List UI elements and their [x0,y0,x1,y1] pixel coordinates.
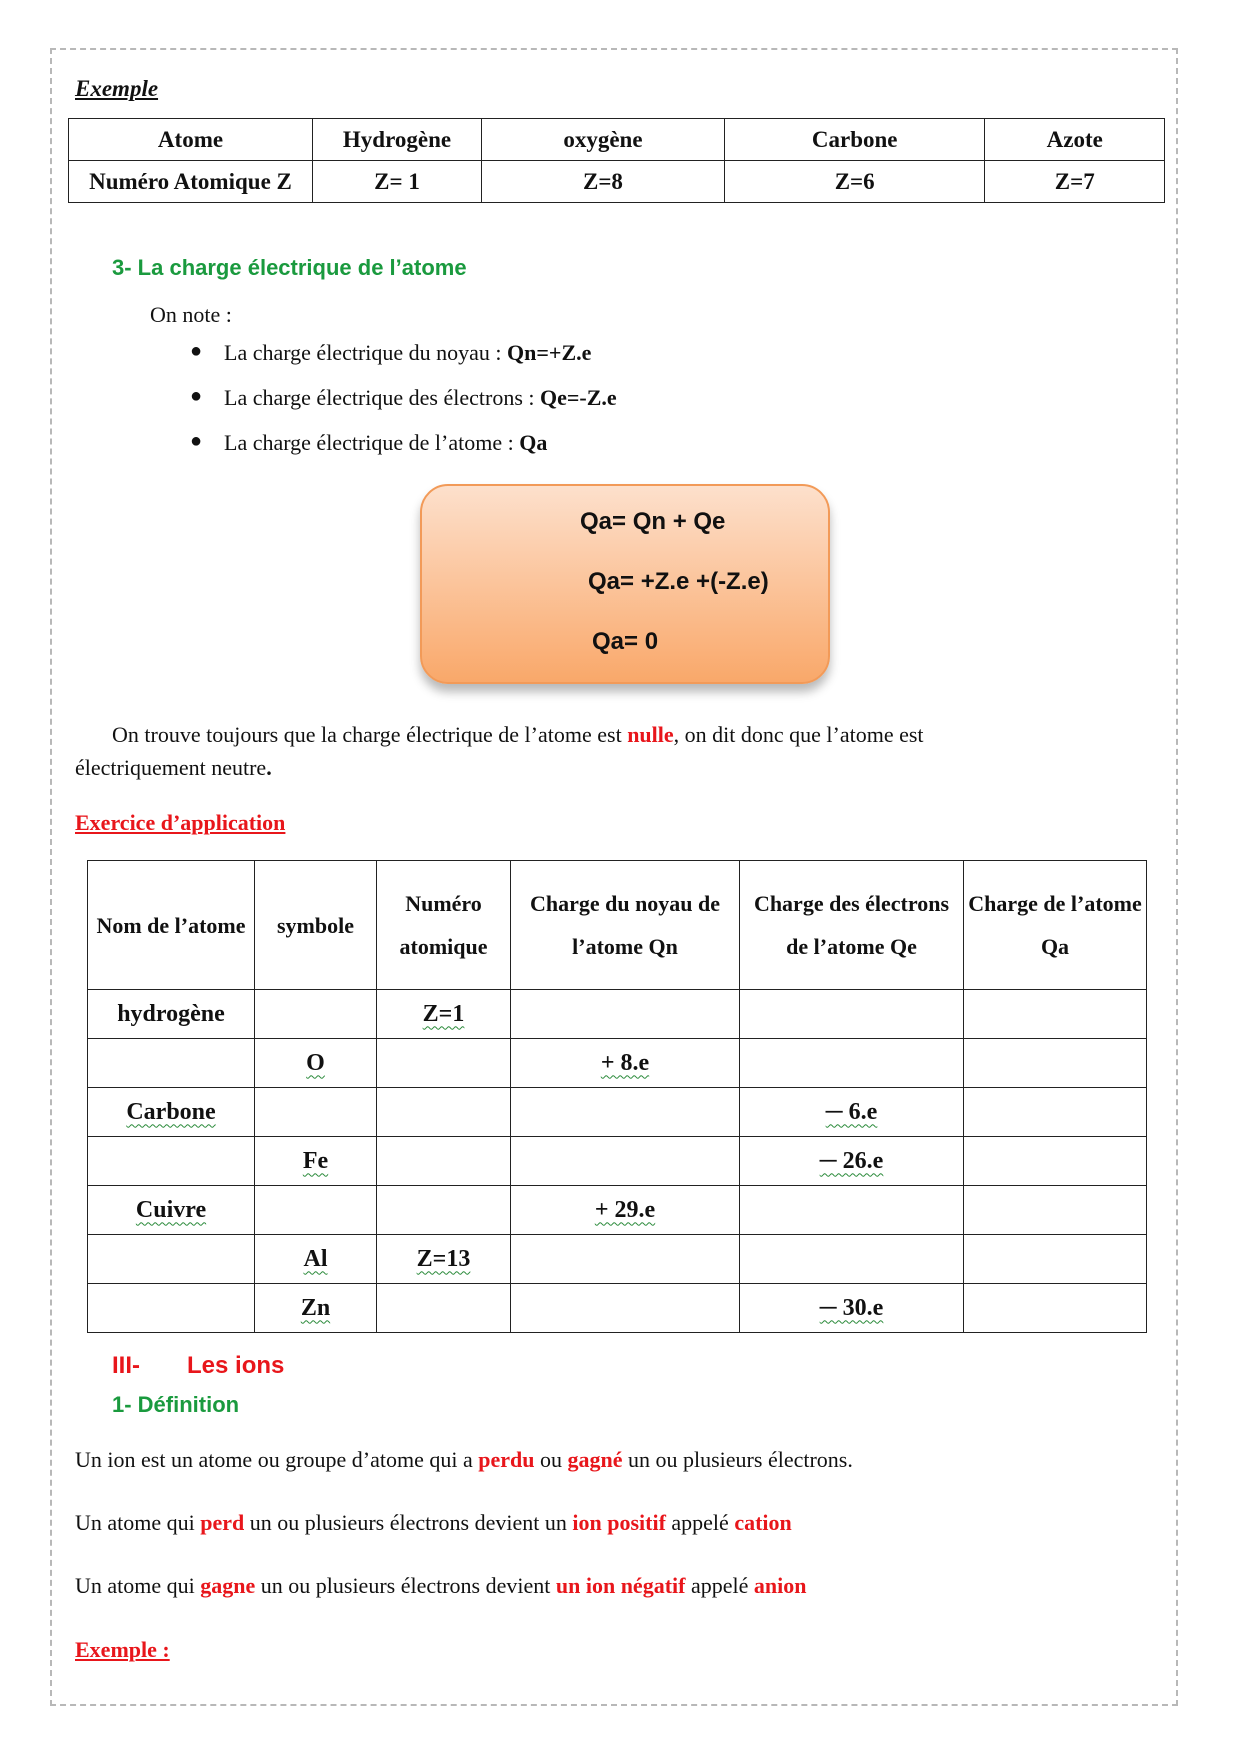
bullet-text: La charge électrique de l’atome : [224,430,520,455]
table-cell [255,1186,377,1235]
table-cell [740,1039,964,1088]
table-cell [255,1039,377,1088]
cell-value: + 29.e [594,1196,656,1223]
highlight: cation [734,1510,792,1535]
formula-line: Qa= +Z.e +(-Z.e) [588,568,769,595]
table-cell [511,1284,740,1333]
charge-bullet-list [190,340,617,475]
table-row [88,1235,1147,1284]
table-cell: Z= 1 [313,161,482,203]
table-cell [255,1137,377,1186]
highlight: un ion négatif [555,1573,686,1598]
table-cell [377,1235,511,1284]
formula-box [420,484,830,684]
cell-value: ─ 26.e [819,1147,884,1174]
table-cell [740,1088,964,1137]
text: appelé [665,1510,735,1535]
list-item [190,340,617,385]
definition-title: 1- Définition [112,1392,240,1417]
highlight: ion positif [572,1510,666,1535]
table-cell: Z=6 [724,161,985,203]
cell-value: Cuivre [135,1196,207,1223]
table-cell [377,1088,511,1137]
highlight: gagne [200,1573,256,1598]
text: ou [534,1447,568,1472]
table-header-cell: Charge de l’atome Qa [964,861,1147,990]
table-cell: Carbone [724,119,985,161]
conclusion-line-1 [112,722,924,748]
bullet-formula: Qn=+Z.e [507,340,592,365]
table-cell [88,1137,255,1186]
conclusion-line-2 [75,755,272,781]
list-item [190,430,617,475]
table-cell [377,1284,511,1333]
table-cell [88,1186,255,1235]
conclusion-text: On trouve toujours que la charge électrique de l’atome est [112,722,628,747]
table-cell: Atome [69,119,313,161]
cell-value: Zn [300,1294,331,1321]
table-cell [964,1039,1147,1088]
table-cell [740,990,964,1039]
bullet-text: La charge électrique des électrons : [224,385,540,410]
section-3-intro: On note : [150,302,232,327]
table-cell [255,1088,377,1137]
table-cell [964,990,1147,1039]
exercise-title: Exercice d’application [75,810,286,835]
formula-line: Qa= Qn + Qe [580,508,726,535]
table-cell: Azote [985,119,1165,161]
table-row [88,1137,1147,1186]
example-ions-heading: Exemple : [75,1637,170,1662]
table-header-cell: symbole [255,861,377,990]
cell-value: Carbone [126,1098,216,1125]
text: un ou plusieurs électrons. [622,1447,853,1472]
table-header-cell: Charge du noyau de l’atome Qn [511,861,740,990]
table-cell [377,1137,511,1186]
table-cell [740,1137,964,1186]
table-cell [377,1186,511,1235]
table-cell [740,1186,964,1235]
conclusion-period: . [266,755,272,780]
bullet-text: La charge électrique du noyau : [224,340,508,365]
table-cell: hydrogène [88,990,255,1039]
conclusion-text: électriquement neutre [75,755,267,780]
section-3-title: 3- La charge électrique de l’atome [112,255,467,280]
table-cell: Numéro Atomique Z [69,161,313,203]
table-cell [511,1088,740,1137]
cell-value: O [306,1049,325,1076]
table-cell: Z=7 [985,161,1165,203]
table-cell [964,1284,1147,1333]
cell-value: Z=13 [416,1245,471,1272]
list-item [190,385,617,430]
table-header-row [69,119,1165,161]
table-cell [511,1039,740,1088]
example-heading: Exemple [75,76,159,101]
table-cell: Hydrogène [313,119,482,161]
table-header-row [88,861,1147,990]
conclusion-text: , on dit donc que l’atome est [673,722,924,747]
bullet-icon: ● [190,340,203,362]
text: Un atome qui [75,1573,201,1598]
table-header-cell: Numéro atomique [377,861,511,990]
table-header-cell: Nom de l’atome [88,861,255,990]
bullet-icon: ● [190,430,203,452]
cell-value: Z=1 [422,1000,465,1027]
table-cell [255,1284,377,1333]
table-cell [88,1235,255,1284]
atomic-number-table [68,118,1165,203]
table-row [88,1039,1147,1088]
table-cell [511,1235,740,1284]
text: un ou plusieurs électrons devient un [244,1510,573,1535]
table-cell [511,1186,740,1235]
cell-value: ─ 6.e [825,1098,878,1125]
section-ions-number: III- [112,1352,140,1379]
bullet-icon: ● [190,385,203,407]
table-cell [255,990,377,1039]
anion-paragraph [75,1573,806,1599]
table-row [88,1284,1147,1333]
highlight: perd [200,1510,245,1535]
table-cell [964,1235,1147,1284]
table-cell [511,990,740,1039]
table-row [88,1186,1147,1235]
text: Un atome qui [75,1510,201,1535]
table-cell [740,1284,964,1333]
table-cell: Z=8 [482,161,725,203]
table-row [69,161,1165,203]
table-cell [88,1088,255,1137]
highlight: perdu [478,1447,535,1472]
table-cell: oxygène [482,119,725,161]
table-cell [377,1039,511,1088]
table-cell [740,1235,964,1284]
text: un ou plusieurs électrons devient [255,1573,556,1598]
table-cell [964,1088,1147,1137]
table-row [88,1088,1147,1137]
text: appelé [685,1573,754,1598]
table-cell [377,990,511,1039]
table-cell [255,1235,377,1284]
table-cell [964,1186,1147,1235]
exercise-table [87,860,1147,1333]
table-header-cell: Charge des électrons de l’atome Qe [740,861,964,990]
table-cell [511,1137,740,1186]
definition-paragraph [75,1447,853,1473]
section-ions-title: Les ions [187,1352,285,1379]
table-cell [964,1137,1147,1186]
cell-value: Fe [302,1147,329,1174]
cell-value: ─ 30.e [819,1294,884,1321]
table-cell [88,1284,255,1333]
cation-paragraph [75,1510,792,1536]
formula-line: Qa= 0 [592,628,659,655]
highlight-nulle: nulle [627,722,674,747]
highlight: gagné [567,1447,623,1472]
text: Un ion est un atome ou groupe d’atome qui a [75,1447,479,1472]
cell-value: + 8.e [600,1049,650,1076]
cell-value: Al [303,1245,328,1272]
table-cell [88,1039,255,1088]
bullet-formula: Qa [519,430,548,455]
highlight: anion [753,1573,807,1598]
bullet-formula: Qe=-Z.e [540,385,617,410]
table-row [88,990,1147,1039]
